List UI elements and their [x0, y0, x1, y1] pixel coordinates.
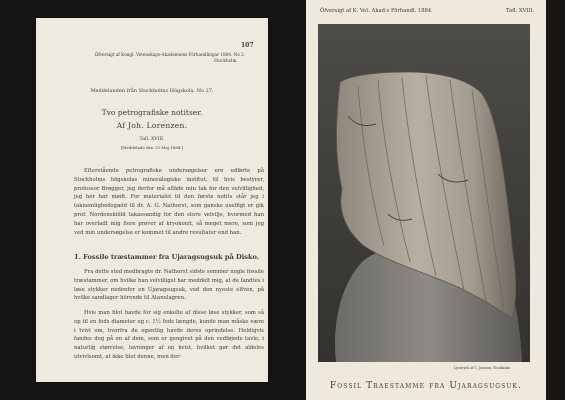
page-number: 107 — [241, 42, 254, 49]
communication-date: [Meddelade den 13 Maj 1884.] — [120, 145, 184, 150]
article-title: Tvo petrografiske notitser. — [101, 108, 203, 117]
article-author: Af Joh. Lorenzen. — [116, 121, 188, 130]
plate-number: Tafl. XVIII. — [506, 8, 535, 14]
section-paragraph-continued: Hvis man blot havde for sig enkelte af disse løse stykker, som så op til en fods diameter og c. 1½ fods længde, kunde man måske være i tvivl om, hvorfra de egentlig havde deres oprindelse. Heldigvis fandes dog på en af dem, som er gengivet på den vedføjede tavle, i naturlig størrelse, lavninger af en kvist, hvilket gør det aldeles utvivlsomt, at ikke blot denne, men der- — [74, 310, 264, 360]
fossil-trunk-illustration — [318, 24, 530, 362]
photo-credit: Ljustryck af G. Jonsson, Stockholm — [454, 366, 511, 370]
left-document-page — [36, 18, 268, 382]
running-header: Öfversigt af Kongl. Vetenskaps-Akademiens Förhandlingar 1884. No 2. — [94, 52, 246, 57]
fossil-tree-trunk-photo — [318, 24, 530, 362]
intro-paragraph: Efterstående petrografiske undersøgelser ere udførte på Stockholms högskolas mineralogiske institut, til hvis bestyrer, professor Brøgger, jeg derfor må afläde min tak for den velvillighed, jeg her har mødt. For materialet til den første notits står jeg i taknemlighedsgæld til dr. A. G. Nathorst, som ganske uselfigt er gik prof. Nordenskiöld takassandig for den store velvilje, hvormed han har overladt mig flere prøver af kryokonit, så meget mere, som jeg ved min undersøgelse er kommet til andre resultater end han. — [74, 168, 264, 236]
section-heading: 1. Fossile træstammer fra Ujaragsugsuk på Disko. — [74, 253, 260, 261]
series-line: Meddelanden från Stockholms Högskola. No 27. — [90, 88, 214, 94]
right-plate-page — [306, 0, 546, 400]
running-header-city: Stockholm. — [214, 58, 238, 63]
plate-reference: Tafl. XVIII. — [139, 137, 165, 142]
plate-caption: Fossil Traestamme fra Ujaragsugsuk. — [329, 381, 523, 391]
section-paragraph: Fra dette sted medbragte dr. Nathorst sidste sommer nogle fossile træstammer, om hvilke han velvilligst har meddelt mig, at de fandtes i løse stykker nedenfor en Ujaragsugsuk, ved den nyeste elfven, på hvilke sandlager hörende til Atanelagren. — [74, 269, 264, 302]
plate-running-header: Öfversigt af K. Vet. Akad:s Förhandl. 1884. — [320, 8, 433, 14]
